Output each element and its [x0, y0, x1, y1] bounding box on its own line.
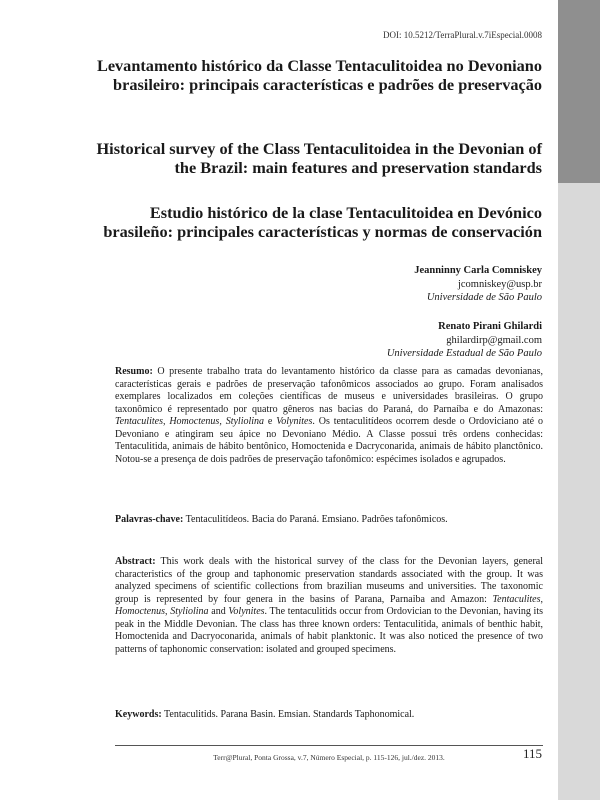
palavras-chave-text: Tentaculitídeos. Bacia do Paraná. Emsiano. Padrões tafonômicos. [183, 514, 448, 525]
abstract-conjunction: and [208, 606, 229, 617]
abstract-text: . The tentaculitids occur from Ordovician to the Devonian, having its peak in the Middle Devonian. The class has three known orders: Tentaculitida, animals of benthic habit, Homoctenida and Dacryoconarida, animals of habit planktonic. It was also noticed the presence of two patterns of taphonomic conservation: isolated and grouped specimens. [115, 606, 543, 655]
author-email: ghilardirp@gmail.com [446, 334, 542, 346]
author-email: jcomniskey@usp.br [457, 278, 542, 290]
abstract-genera: Homoctenus [115, 606, 165, 617]
doi-header: DOI: 10.5212/TerraPlural.v.7iEspecial.0008 [383, 30, 542, 40]
author-institution: Universidade Estadual de São Paulo [386, 348, 542, 359]
page-number: 115 [522, 746, 542, 761]
abstract-separator: , [165, 606, 171, 617]
abstract-genera: Styliolina [170, 606, 209, 617]
resumo-text: . Os tentaculitídeos ocorrem desde o Ordoviciano até o Devoniano e atingiram seu ápice no Devoniano Médio. A Classe possui três ordens conhecidas: Tentaculitida, animais de hábito bentônico, Homoctenida e Dacryconarida, animais de hábito planctônico. Notou-se a presença de dois padrões de preservação tafonômico: espécimes isolados e agrupados. [115, 416, 543, 465]
footer-citation: Terr@Plural, Ponta Grossa, v.7, Número Especial, p. 115-126, jul./dez. 2013. [213, 753, 445, 762]
palavras-chave-label: Palavras-chave: [115, 514, 184, 525]
abstract-separator: , [540, 593, 543, 605]
title-portuguese: Levantamento histórico da Classe Tentaculitoidea no Devoniano brasileiro: principais características e padrões de preservação [96, 56, 542, 94]
abstract-genera: Volynites [228, 606, 265, 617]
author-block [387, 320, 542, 361]
keywords-paragraph [115, 709, 543, 722]
abstract-text: This work deals with the historical survey of the class for the Devonian layers, general characteristics of the group and taphonomic preservation standards associated with the group. It was analyzed specimens of scientific collections from brazilian museums and universities. The taxonomic group is represented by four genera in the basins of Parana, Parnaiba and Amazon: [115, 556, 543, 605]
abstract-paragraph [115, 556, 543, 656]
author-name: Renato Pirani Ghilardi [438, 321, 542, 332]
keywords-label: Keywords: [115, 709, 162, 720]
title-english: Historical survey of the Class Tentaculitoidea in the Devonian of the Brazil: main features and preservation standards [96, 139, 542, 177]
resumo-paragraph [115, 366, 543, 466]
resumo-label: Resumo: [115, 366, 153, 377]
title-spanish: Estudio histórico de la clase Tentaculitoidea en Devónico brasileño: principales características y normas de conservación [103, 203, 542, 241]
palavras-chave-paragraph [115, 514, 543, 527]
abstract-label: Abstract: [115, 556, 156, 567]
resumo-text: O presente trabalho trata do levantamento histórico da classe para as camadas devonianas, características gerais e padrões de preservação tafonômicos associados ao grupo. Foram analisados exemplares localizados em coleções científicas de museus e universidades brasileiras. O grupo taxonômico é representado por quatro gêneros nas bacias do Paraná, do Parnaíba e do Amazonas: [115, 366, 543, 415]
page-side-band-dark [558, 0, 600, 183]
resumo-genera: Tentaculites, Homoctenus, Styliolina [115, 416, 265, 427]
author-block [414, 264, 542, 305]
author-institution: Universidade de São Paulo [426, 292, 542, 303]
footer-divider [115, 745, 543, 746]
resumo-conjunction: e [264, 416, 277, 427]
resumo-genera: Volynites [276, 416, 313, 427]
abstract-genera: Tentaculites [492, 593, 541, 605]
author-name: Jeanninny Carla Comniskey [414, 265, 542, 276]
keywords-text: Tentaculitids. Parana Basin. Emsian. Standards Taphonomical. [161, 709, 415, 720]
